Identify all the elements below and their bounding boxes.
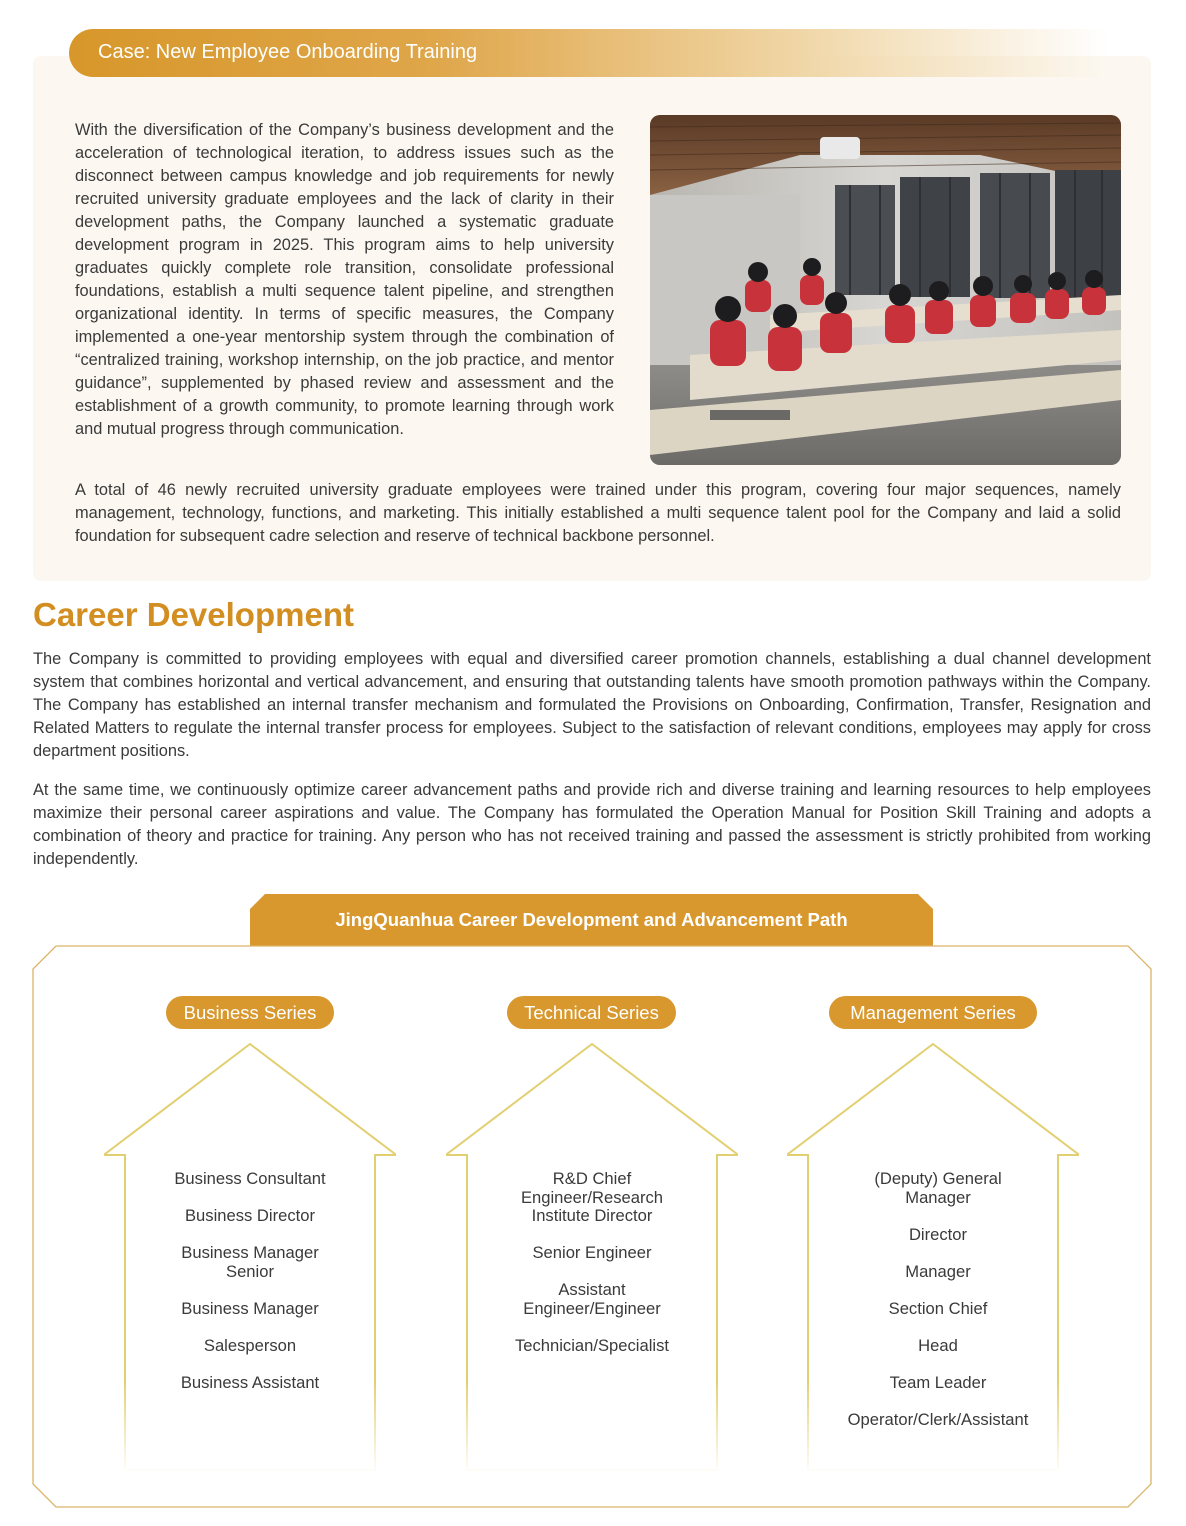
case-paragraph-2: A total of 46 newly recruited university graduate employees were trained under this program, covering four major sequences, namely management, technology, functions, and marketing. This initially established a multi sequence talent pool for the Company and laid a solid foundation for subsequent cadre selection and reserve of technical backbone personnel. <box>75 481 1121 545</box>
position-item: Business Manager <box>181 1298 319 1318</box>
case-paragraph-1: With the diversification of the Company’s business development and the acceleration of technological iteration, to address issues such as the disconnect between campus knowledge and job requirements for newly recruited university graduate employees and the lack of clarity in their development paths, the Company launched a systematic graduate development program in 2025. This program aims to help university graduates quickly complete role transition, consolidate professional foundations, establish a multi sequence talent pipeline, and strengthen organizational identity. In terms of specific measures, the Company implemented a one-year mentorship system through the combination of “centralized training, workshop internship, on the job practice, and mentor guidance”, supplemented by phased review and assessment and the establishment of a growth community, to promote learning through work and mutual progress through communication. <box>75 121 614 438</box>
position-item: Director <box>908 1224 968 1244</box>
position-item: Operator/Clerk/Assistant <box>847 1409 1029 1429</box>
position-item: Business Assistant <box>180 1372 320 1392</box>
career-paragraph-1: The Company is committed to providing employees with equal and diversified career promotion channels, establishing a dual channel development system that combines horizontal and vertical advancement, and ensuring that outstanding talents have smooth promotion pathways within the Company. The Company has established an internal transfer mechanism and formulated the Provisions on Onboarding, Confirmation, Transfer, Resignation and Related Matters to regulate the internal transfer process for employees. Subject to the satisfaction of relevant conditions, employees may apply for cross department positions. <box>33 650 1151 760</box>
position-item: Assistant Engineer/Engineer <box>523 1280 661 1318</box>
business-series-pill: Business Series <box>166 996 334 1029</box>
position-item: Business Director <box>184 1206 316 1225</box>
position-item: Section Chief <box>888 1298 988 1318</box>
position-item: Business Consultant <box>174 1169 326 1188</box>
management-series-pill: Management Series <box>829 996 1037 1029</box>
position-item: Business Manager Senior <box>181 1243 319 1281</box>
management-series-positions <box>823 1170 1053 1448</box>
position-item: R&D Chief Engineer/Research Institute Director <box>520 1169 664 1225</box>
position-item: Senior Engineer <box>532 1243 652 1262</box>
position-item: Manager <box>905 1261 971 1281</box>
section-title-career-development: Career Development <box>33 596 354 633</box>
position-item: Team Leader <box>889 1372 987 1392</box>
case-title: Case: New Employee Onboarding Training <box>98 41 478 63</box>
path-title: JingQuanhua Career Development and Advancement Path <box>335 909 848 930</box>
position-item: Technician/Specialist <box>514 1335 670 1355</box>
technical-series-positions <box>477 1170 707 1374</box>
position-item: (Deputy) General Manager <box>874 1169 1002 1207</box>
technical-series-pill: Technical Series <box>507 996 676 1029</box>
position-item: Salesperson <box>203 1335 297 1355</box>
career-paragraph-2: At the same time, we continuously optimize career advancement paths and provide rich and diverse training and learning resources to help employees maximize their personal career aspirations and value. The Company has formulated the Operation Manual for Position Skill Training and adopts a combination of theory and practice for training. Any person who has not received training and passed the assessment is strictly prohibited from working independently. <box>33 781 1151 868</box>
position-item: Head <box>918 1335 958 1355</box>
business-series-positions <box>135 1170 365 1411</box>
